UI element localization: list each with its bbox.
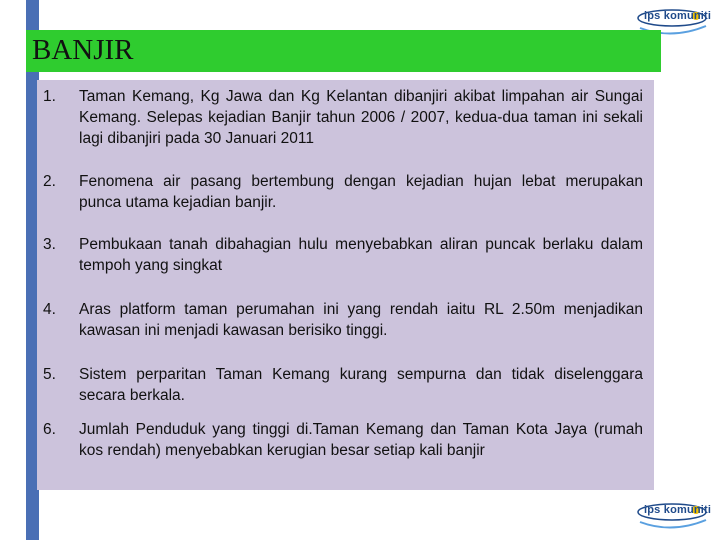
slide-title: BANJIR — [32, 34, 134, 66]
logo-text: ips komuniti — [644, 10, 712, 22]
logo-bottom — [634, 500, 710, 534]
item-text: Pembukaan tanah dibahagian hulu menyebabkan aliran puncak berlaku dalam tempoh yang singkat — [79, 236, 643, 274]
content-panel — [37, 80, 654, 490]
item-text: Fenomena air pasang bertembung dengan kejadian hujan lebat merupakan punca utama kejadian banjir. — [79, 173, 643, 211]
item-text: Taman Kemang, Kg Jawa dan Kg Kelantan dibanjiri akibat limpahan air Sungai Kemang. Selepas kejadian Banjir tahun 2006 / 2007, kedua-dua taman ini sekali lagi dibanjiri pada 30 Januari 2011 — [79, 88, 643, 147]
item-text: Aras platform taman perumahan ini yang rendah iaitu RL 2.50m menjadikan kawasan ini menjadi kawasan berisiko tinggi. — [79, 301, 643, 339]
item-text: Jumlah Penduduk yang tinggi di.Taman Kemang dan Taman Kota Jaya (rumah kos rendah) menyebabkan kerugian besar setiap kali banjir — [79, 421, 643, 459]
item-number: 6. — [43, 421, 56, 438]
item-number: 4. — [43, 301, 56, 318]
item-number: 5. — [43, 366, 56, 383]
logo-text: ips komuniti — [644, 504, 712, 516]
item-number: 3. — [43, 236, 56, 253]
item-number: 2. — [43, 173, 56, 190]
title-bar — [26, 30, 661, 72]
item-text: Sistem perparitan Taman Kemang kurang sempurna dan tidak diselenggara secara berkala. — [79, 366, 643, 404]
item-number: 1. — [43, 88, 56, 105]
